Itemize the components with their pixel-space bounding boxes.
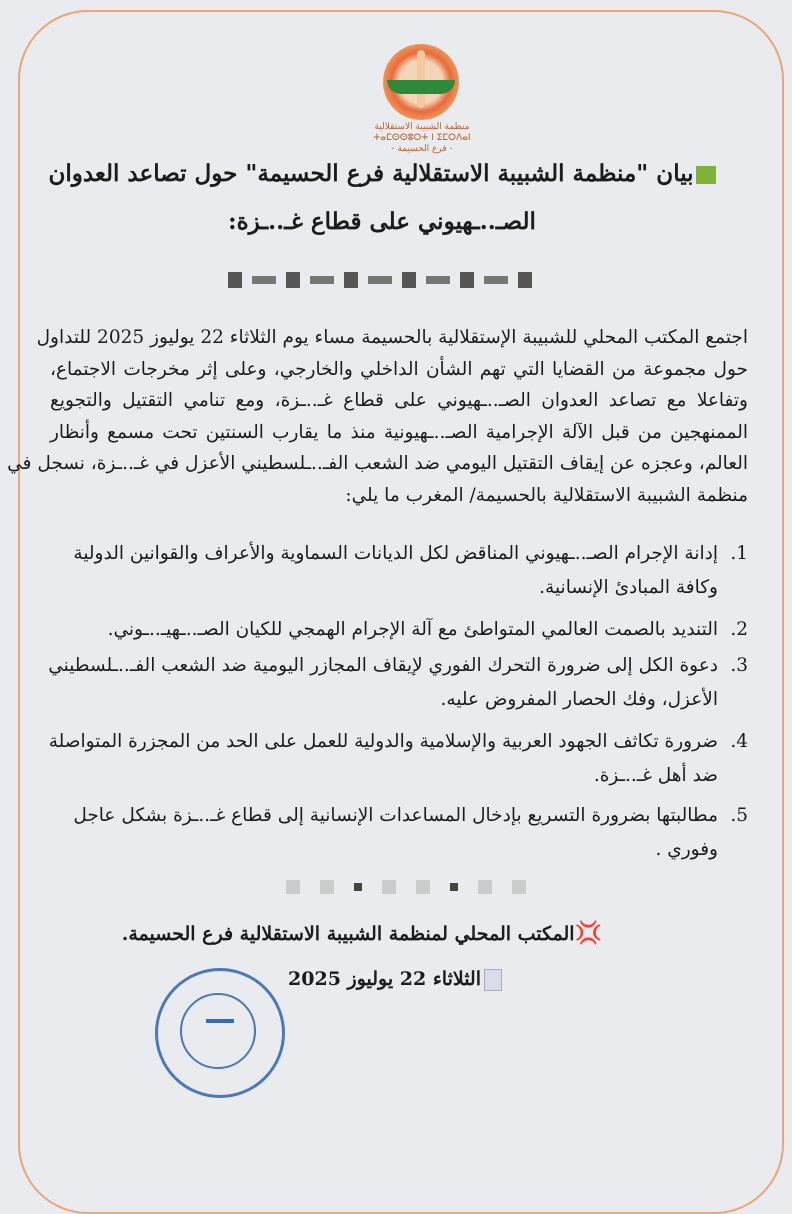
green-square-icon — [696, 166, 716, 184]
title-line-2: الصـ..ـهيوني على قطاع غـ..ـزة: — [228, 208, 536, 235]
logo-name: منظمة الشبيبة الاستقلالية — [374, 122, 470, 132]
item-text: الأعزل، وفك الحصار المفروض عليه. — [440, 689, 718, 710]
item-number: 4. — [730, 731, 748, 752]
paragraph-line: وتفاعلا مع تصاعد العدوان الصـ..ـهيوني على قطاع غـ..ـزة، ومع تنامي التقتيل والتجويع — [50, 390, 748, 411]
logo-tifinagh: ⵜⴰⵎⵙⵙⵓⵔⵜ ⵏ ⵉⵎⵔⴷⴰⵏ — [373, 133, 471, 143]
statement-title — [32, 160, 732, 187]
logo-caption — [360, 122, 484, 155]
item-text: وفوري . — [655, 839, 718, 860]
page-border — [7, 10, 784, 1214]
paragraph-line: حول مجموعة من القضايا التي تهم الشأن الداخلي والخارجي، وعلى إثر مخرجات الاجتماع، — [50, 358, 748, 380]
item-text: مطالبتها بضرورة التسريع بإدخال المساعدات الإنسانية إلى قطاع غـ..ـزة بشكل عاجل — [73, 805, 718, 826]
paragraph-line: اجتمع المكتب المحلي للشبيبة الإستقلالية بالحسيمة مساء يوم الثلاثاء 22 يوليوز 2025 للتداول — [36, 327, 748, 348]
official-stamp — [155, 968, 285, 1098]
list-item — [48, 650, 748, 718]
item-text: ضد أهل غـ..ـزة. — [593, 765, 718, 786]
anger-symbol-icon: 💢 — [574, 920, 602, 946]
logo-branch: - فرع الحسيمة - — [391, 144, 453, 154]
paragraph-line: الممنهجين من قبل الآلة الإجرامية الصـ..ـهيونية منذ ما يقارب السنتين تحت مسمع وأنظار — [50, 421, 748, 443]
item-number: 3. — [730, 655, 748, 676]
item-number: 1. — [730, 543, 748, 564]
item-text: إدانة الإجرام الصـ..ـهيوني المناقض لكل الديانات السماوية والأعراف والقوانين الدولية — [73, 543, 718, 564]
signature — [122, 920, 602, 946]
date-text: الثلاثاء 22 يوليوز 2025 — [288, 968, 481, 990]
decorative-dots — [286, 880, 526, 894]
paragraph-line: العالم، وعجزه عن إيقاف التقتيل اليومي ضد الشعب الفـ..ـلسطيني الأعزل في غـ..ـزة، نسجل في — [7, 453, 748, 474]
organization-logo — [383, 44, 459, 120]
item-text: التنديد بالصمت العالمي المتواطئ مع آلة الإجرام الهمجي للكيان الصـ..ـهيـ..ـوني. — [107, 619, 718, 640]
body-paragraph — [7, 322, 748, 511]
scales-icon — [206, 1003, 234, 1023]
title-line-1: بيان "منظمة الشبيبة الاستقلالية فرع الحسيمة" حول تصاعد العدوان — [48, 160, 694, 187]
signature-text: المكتب المحلي لمنظمة الشبيبة الاستقلالية فرع الحسيمة. — [121, 923, 575, 945]
date — [288, 968, 502, 991]
paragraph-line: منظمة الشبيبة الاستقلالية بالحسيمة/ المغرب ما يلي: — [345, 484, 748, 506]
list-item — [92, 614, 748, 648]
item-text: ضرورة تكاثف الجهود العربية والإسلامية والدولية للعمل على الحد من المجزرة المتواصلة — [48, 731, 718, 752]
item-text: دعوة الكل إلى ضرورة التحرك الفوري لإيقاف المجازر اليومية ضد الشعب الفـ..ـلسطيني — [48, 655, 718, 676]
item-number: 5. — [730, 805, 748, 826]
item-text: وكافة المبادئ الإنسانية. — [539, 577, 718, 598]
list-item — [73, 800, 748, 868]
item-number: 2. — [730, 619, 748, 640]
statement-title-2 — [32, 208, 732, 235]
list-item — [73, 538, 748, 606]
list-item — [48, 726, 748, 794]
memo-icon — [484, 969, 502, 991]
decorative-divider — [228, 272, 532, 288]
